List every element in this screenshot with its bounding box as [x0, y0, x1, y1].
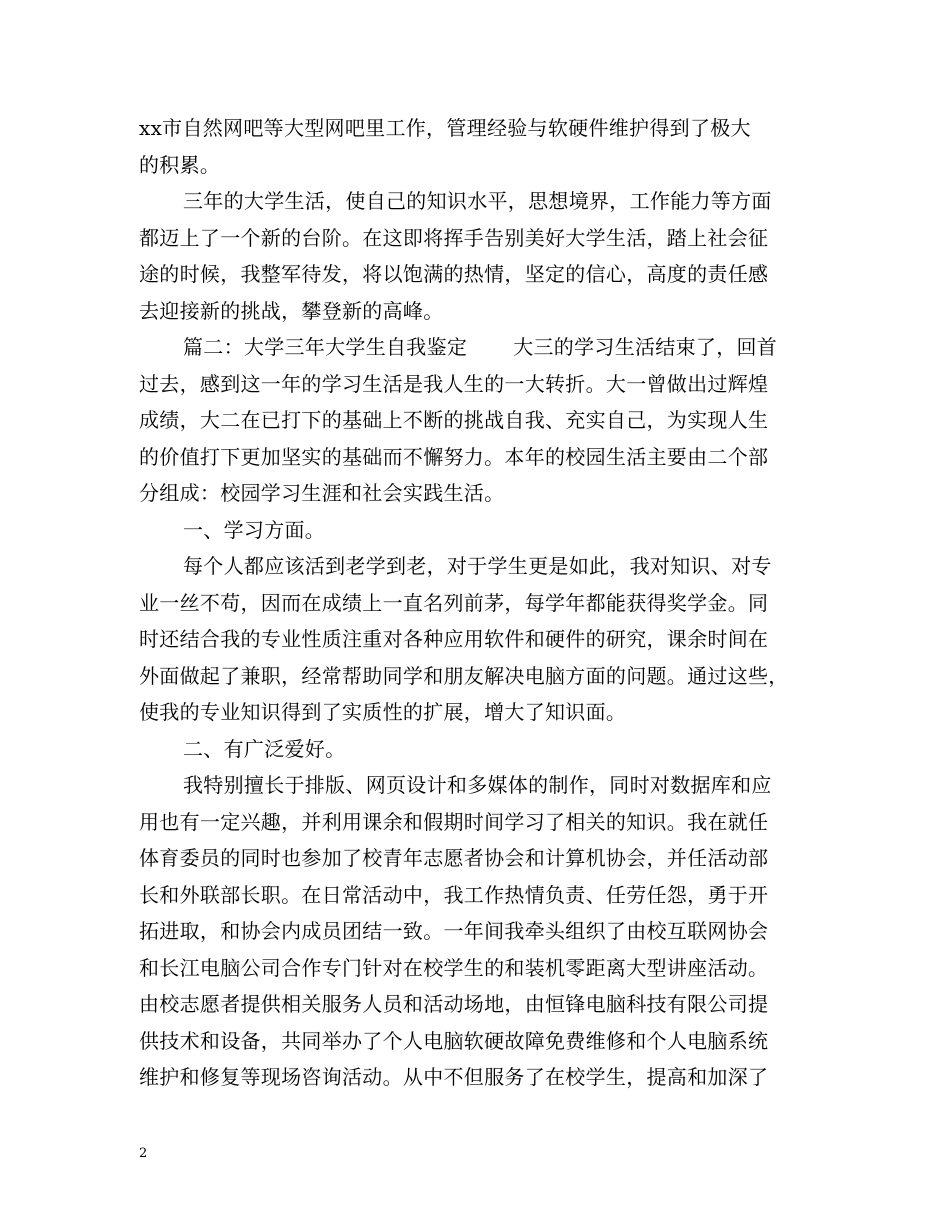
text-line: xx市自然网吧等大型网吧里工作，管理经验与软硬件维护得到了极大	[139, 116, 751, 140]
text-line: 三年的大学生活，使自己的知识水平，思想境界，工作能力等方面	[183, 189, 772, 213]
text-line: 我特别擅长于排版、网页设计和多媒体的制作，同时对数据库和应	[183, 773, 772, 797]
text-line: 过去，感到这一年的学习生活是我人生的一大转折。大一曾做出过辉煌	[139, 371, 769, 396]
text-line: 的价值打下更加坚实的基础而不懈努力。本年的校园生活主要由二个部	[139, 444, 769, 469]
text-run: 大三的学习生活结束了，回首	[513, 335, 778, 359]
text-line: 长和外联部长职。在日常活动中，我工作热情负责、任劳任怨，勇于开	[139, 882, 769, 907]
text-line: 都迈上了一个新的台阶。在这即将挥手告别美好大学生活，踏上社会征	[139, 225, 769, 250]
subsection-heading: 二、有广泛爱好。	[183, 736, 346, 761]
text-line: 每个人都应该活到老学到老，对于学生更是如此，我对知识、对专	[183, 554, 772, 578]
text-line: 用也有一定兴趣，并利用课余和假期时间学习了相关的知识。我在就任	[139, 809, 769, 834]
text-line: 和长江电脑公司合作专门针对在校学生的和装机零距离大型讲座活动。	[139, 955, 769, 980]
text-line: 由校志愿者提供相关服务人员和活动场地，由恒锋电脑科技有限公司提	[139, 992, 769, 1016]
text-line: 体育委员的同时也参加了校青年志愿者协会和计算机协会，并任活动部	[139, 846, 769, 870]
text-line: 业一丝不苟，因而在成绩上一直名列前茅，每学年都能获得奖学金。同	[139, 590, 769, 615]
text-line: 使我的专业知识得到了实质性的扩展，增大了知识面。	[139, 700, 627, 724]
text-line: 供技术和设备，共同举办了个人电脑软硬故障免费维修和个人电脑系统	[139, 1028, 769, 1053]
page-number: 2	[139, 1146, 148, 1161]
document-body	[139, 110, 819, 1096]
text-line: 的积累。	[139, 152, 221, 177]
text-line: 分组成：校园学习生涯和社会实践生活。	[139, 481, 505, 505]
text-line	[139, 329, 819, 366]
text-line: 拓进取，和协会内成员团结一致。一年间我牵头组织了由校互联网协会	[139, 919, 769, 943]
text-line: 途的时候，我整军待发，将以饱满的热情，坚定的信心，高度的责任感	[139, 262, 769, 286]
subsection-heading: 一、学习方面。	[183, 517, 326, 542]
text-line: 成绩，大二在已打下的基础上不断的挑战自我、充实自己，为实现人生	[139, 408, 769, 432]
text-line: 时还结合我的专业性质注重对各种应用软件和硬件的研究，课余时间在	[139, 627, 769, 651]
section-heading: 篇二：大学三年大学生自我鉴定	[183, 335, 468, 359]
text-line: 外面做起了兼职，经常帮助同学和朋友解决电脑方面的问题。通过这些，	[139, 663, 789, 688]
text-line: 维护和修复等现场咨询活动。从中不但服务了在校学生，提高和加深了	[139, 1065, 769, 1089]
text-line: 去迎接新的挑战，攀登新的高峰。	[139, 298, 444, 323]
